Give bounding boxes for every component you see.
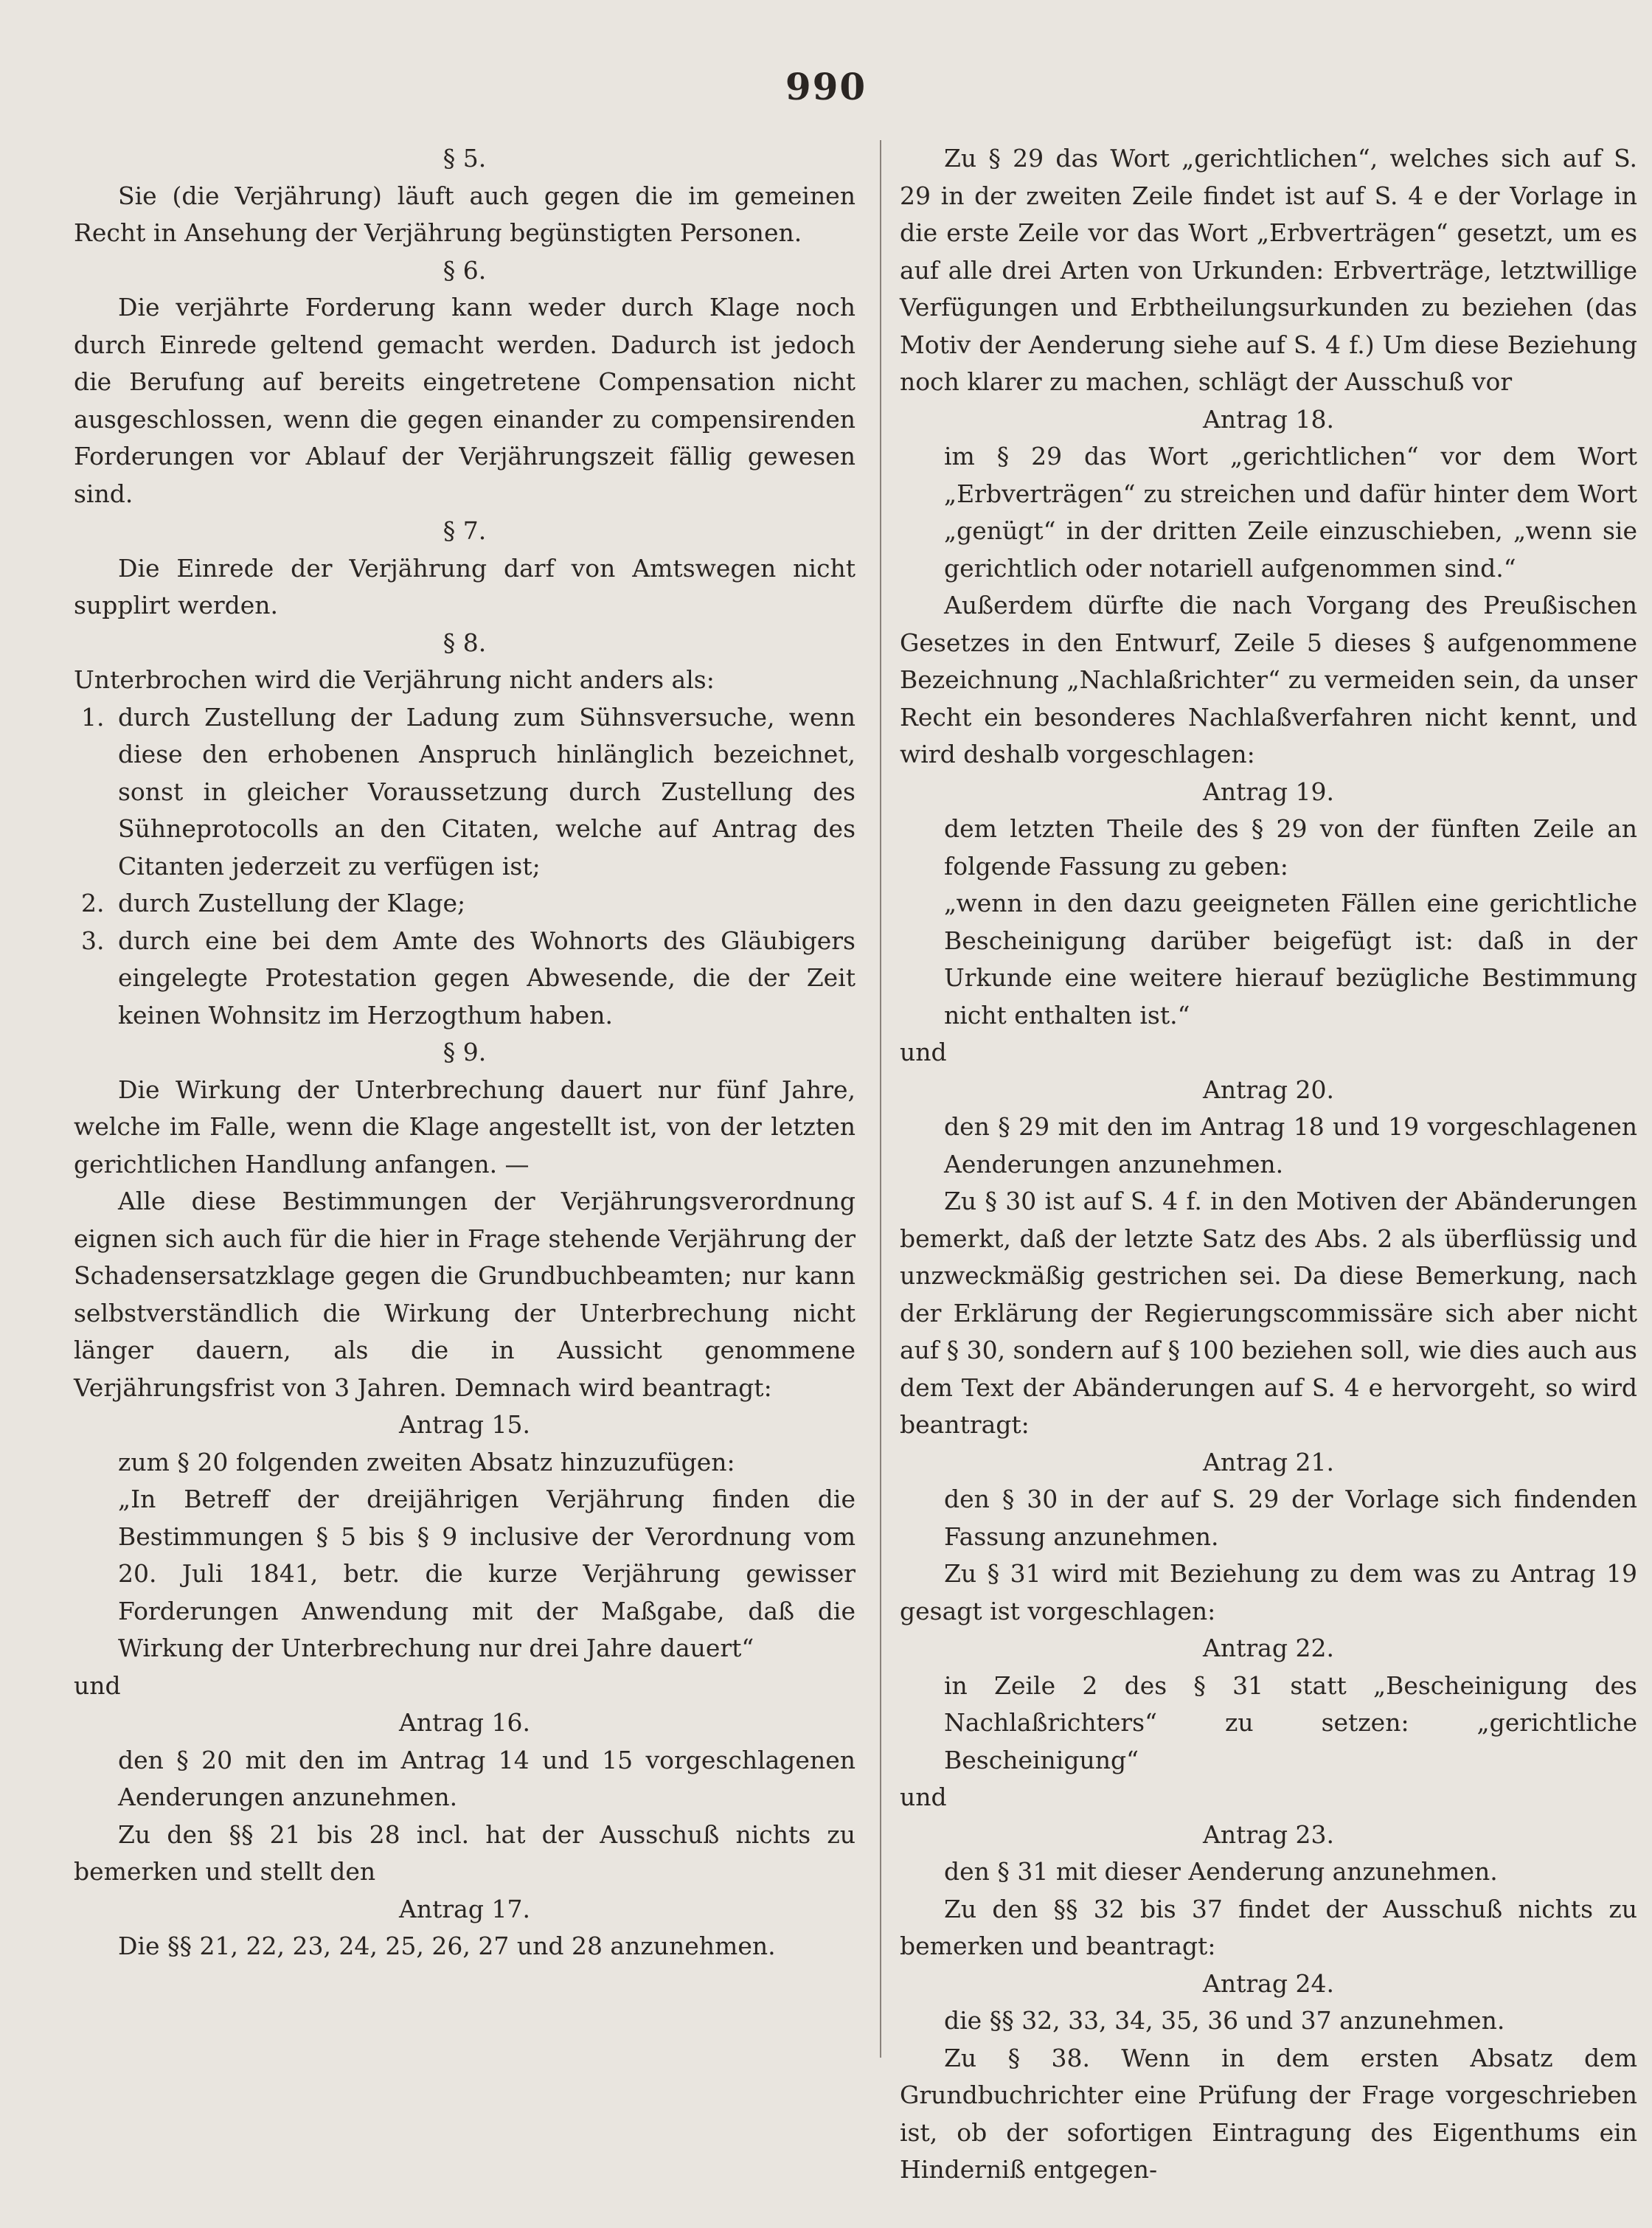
interruption-list [74,699,856,1035]
conjunction-und: und [900,1038,947,1066]
antrag-text-18: im § 29 das Wort „gerichtlichen“ vor dem Wort „Erbverträgen“ zu streichen und dafür hinter dem Wort „genügt“ in der dritten Zeile einzuschieben, „wenn sie gerichtlich oder notariell aufgenommen sind.“ [944,442,1637,583]
section-text-5: Sie (die Verjährung) läuft auch gegen die im gemeinen Recht in Ansehung der Verjährung begünstigten Personen. [74,181,856,247]
list-item [74,885,856,923]
list-number: 1. [81,702,105,732]
section-text-7: Die Einrede der Verjährung darf von Amtswegen nicht supplirt werden. [74,553,856,620]
antrag-heading-21: Antrag 21. [1203,1447,1334,1476]
paragraph: Außerdem dürfte die nach Vorgang des Preußischen Gesetzes in den Entwurf, Zeile 5 dieses § aufgenommene Bezeichnung „Nachlaßrichter“ zu vermeiden sein, da unser Recht ein besonderes Nachlaßverfahren nicht kennt, und wird deshalb vorgeschlagen: [900,591,1637,768]
paragraph: Alle diese Bestimmungen der Verjährungsverordnung eignen sich auch für die hier in Frage stehende Verjährung der Schadensersatzklage gegen die Grundbuchbeamten; nur kann selbstverständlich die Wirkung der Unterbrechung nicht länger dauern, als die in Aussicht genommene Verjährungsfrist von 3 Jahren. Demnach wird beantragt: [74,1187,856,1402]
conjunction-und: und [74,1670,121,1700]
section-heading-9: § 9. [442,1038,487,1066]
antrag-heading-23: Antrag 23. [1203,1819,1334,1849]
right-column [900,140,1637,2189]
section-heading-7: § 7. [442,516,487,545]
list-item [74,923,856,1035]
conjunction-und: und [900,1783,947,1811]
antrag-heading-20: Antrag 20. [1203,1075,1334,1104]
paragraph: Zu § 38. Wenn in dem ersten Absatz dem Grundbuchrichter eine Prüfung der Frage vorgeschrieben ist, ob der sofortigen Eintragung des Eigenthums ein Hinderniß entgegen- [900,2043,1637,2184]
antrag-heading-16: Antrag 16. [399,1708,530,1737]
list-item [74,699,856,886]
list-text: durch eine bei dem Amte des Wohnorts des Gläubigers eingelegte Protestation gegen Abwesende, die der Zeit keinen Wohnsitz im Herzogthum haben. [118,926,856,1030]
antrag-text-20: den § 29 mit den im Antrag 18 und 19 vorgeschlagenen Aenderungen anzunehmen. [944,1112,1637,1179]
antrag-heading-24: Antrag 24. [1203,1968,1334,1998]
antrag-text-15: zum § 20 folgenden zweiten Absatz hinzuzufügen: [118,1447,735,1476]
antrag-heading-18: Antrag 18. [1203,404,1334,434]
antrag-text-19: dem letzten Theile des § 29 von der fünften Zeile an folgende Fassung zu geben: [944,814,1637,881]
paragraph: Zu den §§ 32 bis 37 findet der Ausschuß nichts zu bemerken und beantragt: [900,1894,1637,1960]
section-heading-8: § 8. [442,628,487,657]
antrag-quote-15: „In Betreff der dreijährigen Verjährung finden die Bestimmungen § 5 bis § 9 inclusive der Verordnung vom 20. Juli 1841, betr. die kurze Verjährung gewisser Forderungen Anwendung mit der Maßgabe, daß die Wirkung der Unterbrechung nur drei Jahre dauert“ [118,1485,856,1662]
list-text: durch Zustellung der Ladung zum Sühnsversuche, wenn diese den erhobenen Anspruch hinlänglich bezeichnet, sonst in gleicher Voraussetzung durch Zustellung des Sühneprotocolls an den Citaten, welche auf Antrag des Citanten jederzeit zu verfügen ist; [118,702,856,881]
antrag-text-22: in Zeile 2 des § 31 statt „Bescheinigung des Nachlaßrichters“ zu setzen: „gerichtliche Bescheinigung“ [944,1670,1637,1774]
antrag-heading-15: Antrag 15. [399,1410,530,1439]
left-column [74,140,856,1965]
antrag-text-24: die §§ 32, 33, 34, 35, 36 und 37 anzunehmen. [944,2006,1505,2035]
antrag-text-16: den § 20 mit den im Antrag 14 und 15 vorgeschlagenen Aenderungen anzunehmen. [118,1745,856,1811]
section-text-9: Die Wirkung der Unterbrechung dauert nur fünf Jahre, welche im Falle, wenn die Klage angestellt ist, von der letzten gerichtlichen Handlung anfangen. — [74,1075,856,1179]
paragraph: Zu den §§ 21 bis 28 incl. hat der Ausschuß nichts zu bemerken und stellt den [74,1819,856,1886]
antrag-text-17: Die §§ 21, 22, 23, 24, 25, 26, 27 und 28 anzunehmen. [118,1932,776,1960]
antrag-text-21: den § 30 in der auf S. 29 der Vorlage sich findenden Fassung anzunehmen. [944,1485,1637,1551]
paragraph: Zu § 30 ist auf S. 4 f. in den Motiven der Abänderungen bemerkt, daß der letzte Satz des Abs. 2 als überflüssig und unzweckmäßig gestrichen sei. Da diese Bemerkung, nach der Erklärung der Regierungscommissäre sich aber nicht auf § 30, sondern auf § 100 beziehen soll, wie dies auch aus dem Text der Abänderungen auf S. 4 e hervorgeht, so wird beantragt: [900,1187,1637,1439]
paragraph: Zu § 29 das Wort „gerichtlichen“, welches sich auf S. 29 in der zweiten Zeile findet ist auf S. 4 e der Vorlage in die erste Zeile vor das Wort „Erbverträgen“ gesetzt, um es auf alle drei Arten von Urkunden: Erbverträge, letztwillige Verfügungen und Erbtheilungsurkunden zu beziehen (das Motiv der Aenderung siehe auf S. 4 f.) Um diese Beziehung noch klarer zu machen, schlägt der Ausschuß vor [900,144,1637,396]
list-text: durch Zustellung der Klage; [118,889,466,917]
paragraph: Zu § 31 wird mit Beziehung zu dem was zu Antrag 19 gesagt ist vorgeschlagen: [900,1559,1637,1625]
antrag-heading-22: Antrag 22. [1203,1634,1334,1662]
antrag-heading-19: Antrag 19. [1203,777,1334,806]
column-divider [880,140,881,2058]
section-text-6: Die verjährte Forderung kann weder durch Klage noch durch Einrede geltend gemacht werden. Dadurch ist jedoch die Berufung auf bereits eingetretene Compensation nicht ausgeschlossen, wenn die gegen einander zu compensirenden Forderungen vor Ablauf der Verjährungszeit fällig gewesen sind. [74,293,856,508]
section-heading-5: § 5. [442,144,487,173]
antrag-text-23: den § 31 mit dieser Aenderung anzunehmen. [944,1857,1498,1886]
list-number: 3. [81,926,105,955]
page-number: 990 [785,65,867,108]
section-heading-6: § 6. [442,255,487,285]
section-text-8: Unterbrochen wird die Verjährung nicht anders als: [74,665,715,694]
antrag-quote-19: „wenn in den dazu geeigneten Fällen eine gerichtliche Bescheinigung darüber beigefügt ist: daß in der Urkunde eine weitere hierauf bezügliche Bestimmung nicht enthalten ist.“ [944,889,1637,1030]
antrag-heading-17: Antrag 17. [399,1894,530,1923]
list-number: 2. [81,889,105,917]
